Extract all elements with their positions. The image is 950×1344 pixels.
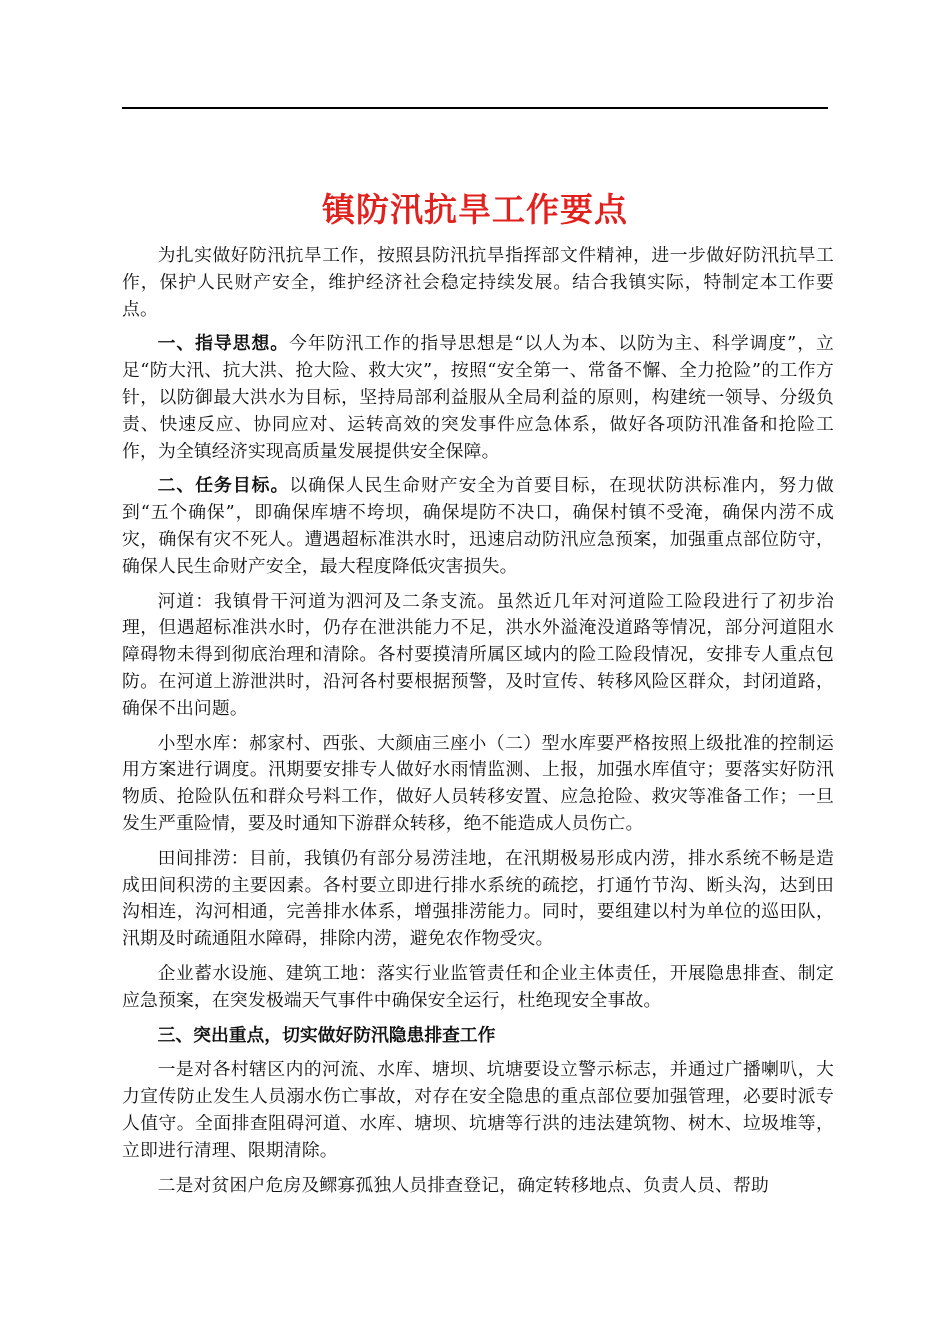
reservoir-paragraph: 小型水库：郝家村、西张、大颜庙三座小（二）型水库要严格按照上级批准的控制运用方案进行调度。汛期要安排专人做好水雨情监测、上报，加强水库值守；要落实好防汛物质、抢险队伍和群众号料工作，做好人员转移安置、应急抢险、救灾等准备工作；一旦发生严重险情，要及时通知下游群众转移，绝不能造成人员伤亡。 [122, 732, 834, 834]
river-paragraph: 河道：我镇骨干河道为泗河及二条支流。虽然近几年对河道险工险段进行了初步治理，但遇超标准洪水时，仍存在泄洪能力不足，洪水外溢淹没道路等情况，部分河道阻水障碍物未得到彻底治理和清除。各村要摸清所属区域内的险工险段情况，安排专人重点包防。在河道上游泄洪时，沿河各村要根据预警，及时宣传、转移风险区群众，封闭道路，确保不出问题。 [122, 590, 834, 719]
section-text: 以确保人民生命财产安全为首要目标，在现状防洪标准内，努力做到“五个确保”，即确保库塘不垮坝，确保堤防不决口，确保村镇不受淹，确保内涝不成灾，确保有灾不死人。遭遇超标准洪水时，迅速启动防汛应急预案，加强重点部位防守，确保人民生命财产安全，最大程度降低灾害损失。 [122, 475, 834, 577]
drainage-paragraph: 田间排涝：目前，我镇仍有部分易涝洼地，在汛期极易形成内涝，排水系统不畅是造成田间积涝的主要因素。各村要立即进行排水系统的疏挖，打通竹节沟、断头沟，达到田沟相连，沟河相通，完善排水体系，增强排涝能力。同时，要组建以村为单位的巡田队，汛期及时疏通阻水障碍，排除内涝，避免农作物受灾。 [122, 847, 834, 950]
section-guiding-ideology [122, 331, 834, 465]
section-heading: 一、指导思想。 [157, 333, 289, 355]
header-rule [122, 107, 828, 109]
section-text: 今年防汛工作的指导思想是“以人为本、以防为主、科学调度”，立足“防大汛、抗大洪、抢大险、救大灾”，按照“安全第一、常备不懈、全力抢险”的工作方针，以防御最大洪水为目标，坚持局部利益服从全局利益的原则，构建统一领导、分级负责、快速反应、协同应对、运转高效的突发事件应急体系，做好各项防汛准备和抢险工作，为全镇经济实现高质量发展提供安全保障。 [122, 333, 834, 462]
enterprise-paragraph: 企业蓄水设施、建筑工地：落实行业监管责任和企业主体责任，开展隐患排查、制定应急预案，在突发极端天气事件中确保安全运行，杜绝现安全事故。 [122, 962, 834, 1011]
intro-paragraph: 为扎实做好防汛抗旱工作，按照县防汛抗旱指挥部文件精神，进一步做好防汛抗旱工作，保护人民财产安全，维护经济社会稳定持续发展。结合我镇实际，特制定本工作要点。 [122, 245, 834, 320]
item-one-paragraph: 一是对各村辖区内的河流、水库、塘坝、坑塘要设立警示标志，并通过广播喇叭，大力宣传防止发生人员溺水伤亡事故，对存在安全隐患的重点部位要加强管理，必要时派专人值守。全面排查阻碍河道、水库、塘坝、坑塘等行洪的违法建筑物、树木、垃圾堆等，立即进行清理、限期清除。 [122, 1059, 834, 1161]
section-heading: 二、任务目标。 [157, 475, 290, 497]
document-title: 镇防汛抗旱工作要点 [322, 190, 628, 229]
section-heading-hazard-inspection: 三、突出重点，切实做好防汛隐患排查工作 [157, 1024, 496, 1046]
item-two-paragraph: 二是对贫困户危房及鳏寡孤独人员排查登记，确定转移地点、负责人员、帮助 [157, 1174, 769, 1196]
document-body [122, 243, 834, 1207]
section-task-goals [122, 473, 834, 580]
